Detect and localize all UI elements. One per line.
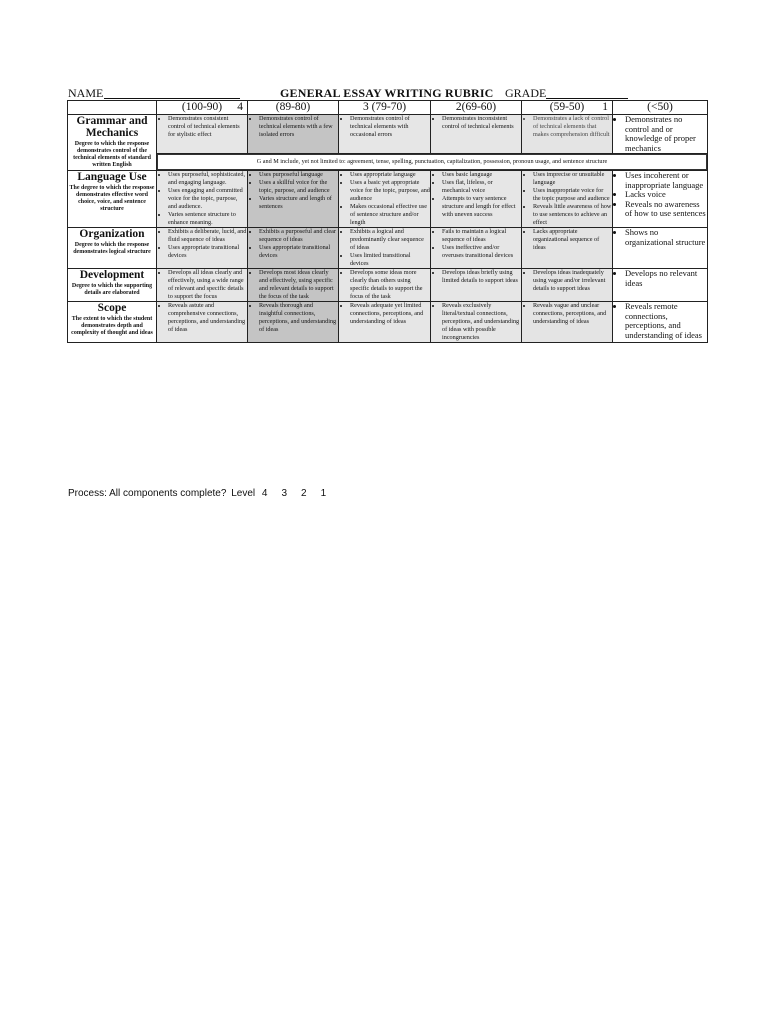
criteria-cell (431, 115, 522, 154)
process-label: Process: All components complete? (68, 488, 227, 499)
criterion-item: • Lacks appropriate organizational sequence of ideas (533, 228, 612, 252)
criterion-item: • Demonstrates inconsistent control of technical elements (442, 115, 521, 131)
criteria-cell (248, 171, 339, 228)
criterion-item: • Lacks voice (625, 190, 707, 200)
category-name: Development (79, 269, 145, 281)
criterion-item: • Reveals little awareness of how to use sentences to achieve an effect (533, 203, 612, 227)
header-corner (68, 101, 157, 115)
criterion-item: • Uses appropriate transitional devices (259, 244, 338, 260)
criterion-item: • Fails to maintain a logical sequence of ideas (442, 228, 521, 244)
criterion-item: • Varies sentence structure to enhance meaning. (168, 211, 247, 227)
column-header: (<50) (613, 101, 708, 115)
criterion-item: • Reveals vague and unclear connections, perceptions, and understanding of ideas (533, 302, 612, 326)
category-name: Language Use (77, 171, 147, 183)
criterion-item: • Demonstrates no control and or knowledge of proper mechanics (625, 115, 707, 153)
criterion-item: • Develops all ideas clearly and effectively, using a wide range of relevant and specific details to support the focus (168, 269, 247, 301)
criterion-item: • Develops no relevant ideas (625, 269, 707, 288)
criterion-item: • Reveals remote connections, perceptions, and understanding of ideas (625, 302, 707, 340)
rubric-title: GENERAL ESSAY WRITING RUBRIC (280, 86, 494, 100)
criteria-cell (522, 269, 613, 302)
criteria-cell (431, 269, 522, 302)
criteria-cell (157, 171, 248, 228)
criteria-cell (613, 228, 708, 269)
criteria-cell (248, 302, 339, 343)
rubric-row (68, 269, 708, 302)
category-cell (68, 228, 157, 269)
column-header: 2(69-60) (431, 101, 522, 115)
criterion-item: • Reveals thorough and insightful connections, perceptions, and understanding of ideas (259, 302, 338, 334)
grade-field[interactable] (546, 86, 628, 99)
criterion-item: • Uses inappropriate voice for the topic purpose and audience (533, 187, 612, 203)
criteria-cell (522, 171, 613, 228)
level-option[interactable]: 4 (261, 488, 268, 499)
rubric-row (68, 228, 708, 269)
category-description: Degree to which the supporting details are elaborated (71, 283, 153, 296)
level-option[interactable]: 3 (281, 488, 288, 499)
rubric-table (67, 100, 708, 343)
criteria-cell (613, 171, 708, 228)
note-row (68, 154, 708, 171)
criteria-cell (157, 302, 248, 343)
criterion-item: • Uses imprecise or unsuitable language (533, 171, 612, 187)
criterion-item: • Demonstrates consistent control of technical elements for stylistic effect (168, 115, 247, 139)
column-header: (100-90) 4 (157, 101, 248, 115)
process-line (68, 488, 326, 499)
criterion-item: • Demonstrates a lack of control of technical elements that makes comprehension difficult (533, 115, 612, 139)
criterion-item: • Varies structure and length of sentences (259, 195, 338, 211)
category-description: The extent to which the student demonstrates depth and complexity of thought and ideas (71, 316, 153, 336)
criteria-cell (522, 302, 613, 343)
category-name: Grammar and Mechanics (76, 115, 148, 139)
criterion-item: • Attempts to vary sentence structure and length for effect with uneven success (442, 195, 521, 219)
criteria-cell (613, 302, 708, 343)
criterion-item: • Exhibits a purposeful and clear sequence of ideas (259, 228, 338, 244)
criterion-item: • Shows no organizational structure (625, 228, 707, 247)
grade-label: GRADE (505, 86, 547, 100)
criteria-cell (248, 269, 339, 302)
level-option[interactable]: 2 (301, 488, 307, 499)
category-description: Degree to which the response demonstrates logical structure (73, 242, 151, 255)
category-description: The degree to which the response demonstrates effective word choice, voice, and sentence structure (69, 185, 155, 212)
criteria-cell (248, 228, 339, 269)
criterion-item: • Makes occasional effective use of sentence structure and/or length (350, 203, 430, 227)
criterion-item: • Reveals no awareness of how to use sentences (625, 200, 707, 219)
criterion-item: • Uses ineffective and/or overuses transitional devices (442, 244, 521, 260)
criteria-cell (157, 269, 248, 302)
criterion-item: • Demonstrates control of technical elements with a few isolated errors (259, 115, 338, 139)
criteria-cell (248, 115, 339, 154)
category-description: Degree to which the response demonstrates control of the technical elements of standard written English (73, 141, 151, 168)
criterion-item: • Reveals adequate yet limited connections, perceptions, and understanding of ideas (350, 302, 430, 326)
criteria-cell (339, 269, 431, 302)
criteria-cell (339, 302, 431, 343)
level-label: Level (231, 488, 256, 499)
criteria-cell (339, 115, 431, 154)
criterion-item: • Uses incoherent or inappropriate language (625, 171, 707, 190)
criteria-cell (613, 115, 708, 154)
criteria-cell (339, 171, 431, 228)
criterion-item: • Uses purposeful language (259, 171, 338, 179)
name-label: NAME (68, 86, 104, 100)
column-header: (89-80) (248, 101, 339, 115)
criteria-cell (157, 228, 248, 269)
criterion-item: • Develops some ideas more clearly than others using specific details to support the focus of the task (350, 269, 430, 301)
category-cell (68, 302, 157, 343)
rubric-row (68, 302, 708, 343)
criterion-item: • Uses flat, lifeless, or mechanical voice (442, 179, 521, 195)
criterion-item: • Reveals exclusively literal/textual connections, perceptions, and understanding of ideas with possible incongruencies (442, 302, 521, 342)
level-option[interactable]: 1 (320, 488, 327, 499)
criterion-item: • Develops ideas inadequately using vague and/or irrelevant details to support ideas (533, 269, 612, 293)
category-cell (68, 269, 157, 302)
criteria-cell (522, 115, 613, 154)
criterion-item: • Uses basic language (442, 171, 521, 179)
criterion-item: • Exhibits a logical and predominantly clear sequence of ideas (350, 228, 430, 252)
criterion-item: • Uses appropriate transitional devices (168, 244, 247, 260)
category-name: Scope (97, 302, 127, 314)
criterion-item: • Develops ideas briefly using limited details to support ideas (442, 269, 521, 285)
rubric-row (68, 171, 708, 228)
criterion-item: • Uses a skillful voice for the topic, purpose, and audience (259, 179, 338, 195)
criteria-cell (431, 171, 522, 228)
rubric-row (68, 115, 708, 154)
grammar-note: G and M include, yet not limited to: agreement, tense, spelling, punctuation, capitalization, possession, pronoun usage, and sentence structure (157, 154, 707, 170)
column-header: 3 (79-70) (339, 101, 431, 115)
criterion-item: • Demonstrates control of technical elements with occasional errors (350, 115, 430, 139)
criterion-item: • Uses purposeful, sophisticated, and engaging language. (168, 171, 247, 187)
category-name: Organization (79, 228, 145, 240)
name-field[interactable] (104, 86, 240, 99)
criterion-item: • Uses limited transitional devices (350, 252, 430, 268)
criteria-cell (431, 302, 522, 343)
column-header: (59-50) 1 (522, 101, 613, 115)
criterion-item: • Uses appropriate language (350, 171, 430, 179)
criteria-cell (613, 269, 708, 302)
category-cell (68, 115, 157, 171)
note-cell (157, 154, 708, 171)
category-cell (68, 171, 157, 228)
criteria-cell (339, 228, 431, 269)
criterion-item: • Uses a basic yet appropriate voice for the topic, purpose, and audience (350, 179, 430, 203)
criteria-cell (431, 228, 522, 269)
criterion-item: • Reveals astute and comprehensive connections, perceptions, and understanding of ideas (168, 302, 247, 334)
criterion-item: • Develops most ideas clearly and effectively, using specific and relevant details to support the focus of the task (259, 269, 338, 301)
criterion-item: • Uses engaging and committed voice for the topic, purpose, and audience. (168, 187, 247, 211)
header-row (68, 101, 708, 115)
criteria-cell (157, 115, 248, 154)
criteria-cell (522, 228, 613, 269)
criterion-item: • Exhibits a deliberate, lucid, and fluid sequence of ideas (168, 228, 247, 244)
